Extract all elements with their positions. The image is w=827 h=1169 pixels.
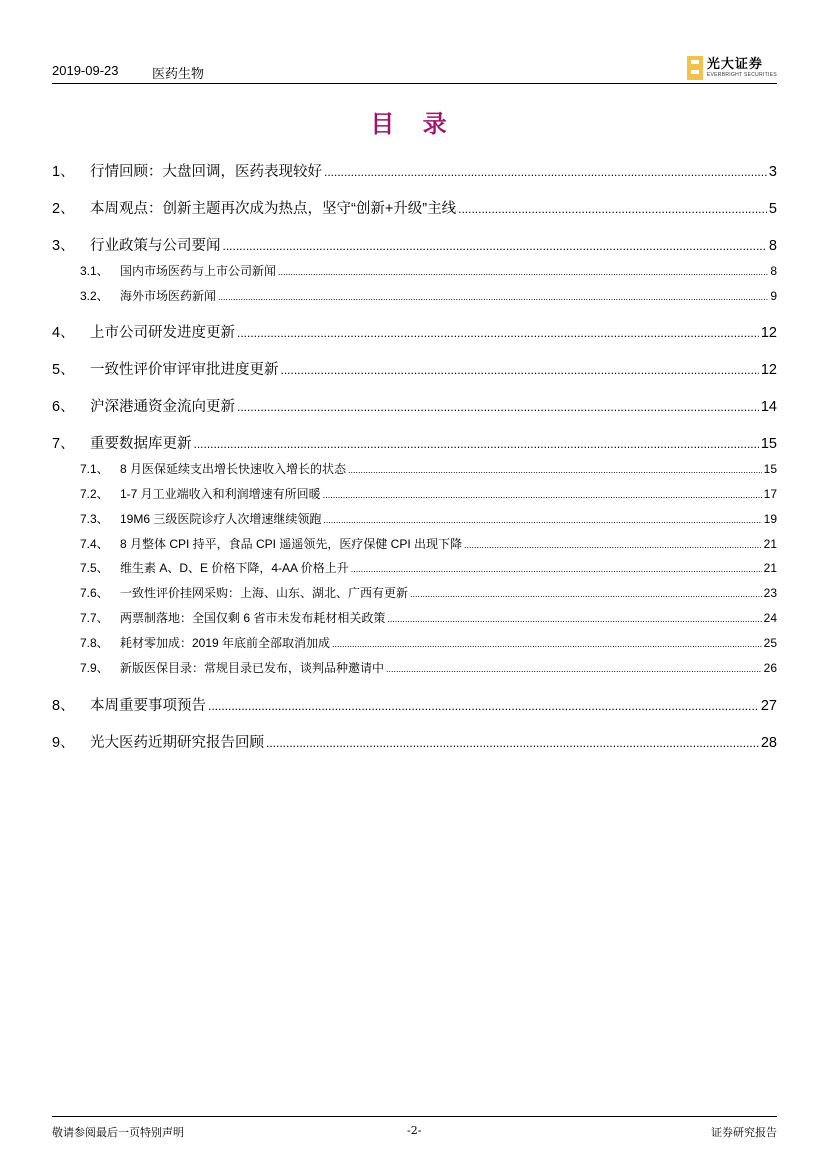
report-sector: 医药生物 — [152, 66, 205, 81]
toc-entry-title: 行情回顾：大盘回调，医药表现较好 — [90, 164, 322, 180]
toc-entry-page: 23 — [763, 586, 777, 600]
toc-entry-number: 7.2、 — [80, 487, 109, 501]
toc-entry-number: 4、 — [52, 325, 75, 341]
toc-entry-page: 17 — [763, 487, 777, 501]
toc-entry-number: 7.8、 — [80, 636, 109, 650]
toc-entry-page: 24 — [763, 611, 777, 625]
toc-dot-leader — [281, 362, 759, 378]
toc-entry[interactable] — [52, 634, 777, 651]
toc-entry-number: 8、 — [52, 698, 75, 714]
toc-dot-leader — [194, 436, 759, 452]
toc-entry-number: 2、 — [52, 201, 75, 217]
toc-entry-title: 行业政策与公司要闻 — [90, 238, 221, 254]
toc-entry[interactable] — [52, 731, 777, 752]
toc-entry[interactable] — [52, 358, 777, 379]
toc-entry-title: 8 月医保延续支出增长快速收入增长的状态 — [120, 462, 347, 476]
toc-entry-title: 上市公司研发进度更新 — [90, 325, 235, 341]
toc-entry-page: 15 — [760, 436, 777, 452]
toc-entry-title: 维生素 A、D、E 价格下降，4-AA 价格上升 — [120, 561, 349, 575]
toc-entry-title: 耗材零加成：2019 年底前全部取消加成 — [120, 636, 331, 650]
toc-entry-title: 两票制落地：全国仅剩 6 省市未发布耗材相关政策 — [120, 611, 386, 625]
toc-entry[interactable] — [52, 395, 777, 416]
toc-entry-page: 15 — [763, 462, 777, 476]
toc-entry[interactable] — [52, 234, 777, 255]
toc-entry-number: 7.6、 — [80, 586, 109, 600]
toc-entry-title: 一致性评价审评审批进度更新 — [90, 362, 279, 378]
toc-dot-leader — [278, 264, 768, 278]
footer-disclaimer: 敬请参阅最后一页特别声明 — [52, 1127, 184, 1139]
toc-entry-number: 5、 — [52, 362, 75, 378]
toc-entry-number: 7.5、 — [80, 561, 109, 575]
toc-dot-leader — [237, 325, 759, 341]
toc-entry[interactable] — [52, 460, 777, 477]
toc-dot-leader — [410, 586, 762, 600]
toc-dot-leader — [237, 399, 759, 415]
toc-entry[interactable] — [52, 262, 777, 279]
toc-entry[interactable] — [52, 321, 777, 342]
toc-entry-number: 3.1、 — [80, 264, 109, 278]
toc-entry[interactable] — [52, 197, 777, 218]
toc-entry[interactable] — [52, 160, 777, 181]
toc-entry-page: 28 — [760, 735, 777, 751]
toc-entry[interactable] — [52, 659, 777, 676]
toc-title: 目 录 — [370, 109, 457, 138]
toc-entry-title: 19M6 三级医院诊疗人次增速继续领跑 — [120, 512, 322, 526]
toc-entry-title: 光大医药近期研究报告回顾 — [90, 735, 264, 751]
toc-entry-title: 一致性评价挂网采购：上海、山东、湖北、广西有更新 — [120, 586, 409, 600]
toc-entry[interactable] — [52, 559, 777, 576]
toc-dot-leader — [223, 238, 767, 254]
toc-entry-number: 7.1、 — [80, 462, 109, 476]
toc-dot-leader — [351, 561, 762, 575]
logo-name-en: EVERBRIGHT SECURITIES — [706, 72, 777, 78]
toc-entry-page: 8 — [770, 264, 777, 278]
toc-dot-leader — [387, 611, 761, 625]
toc-entry-page: 21 — [763, 561, 777, 575]
toc-entry-title: 重要数据库更新 — [90, 436, 192, 452]
logo-name-cn: 光大证券 — [706, 57, 763, 72]
footer-report-type: 证券研究报告 — [711, 1127, 777, 1139]
toc-entry-page: 19 — [763, 512, 777, 526]
toc-entry-number: 7、 — [52, 436, 75, 452]
toc-entry-page: 3 — [768, 164, 777, 180]
toc-entry-number: 7.3、 — [80, 512, 109, 526]
toc-entry-page: 9 — [770, 289, 777, 303]
toc-dot-leader — [266, 735, 759, 751]
toc-entry[interactable] — [52, 609, 777, 626]
toc-entry[interactable] — [52, 432, 777, 453]
toc-entry-page: 26 — [763, 661, 777, 675]
toc-entry-page: 25 — [763, 636, 777, 650]
page-header — [52, 55, 777, 83]
toc-entry-number: 3、 — [52, 238, 75, 254]
toc-entry-number: 6、 — [52, 399, 75, 415]
toc-dot-leader — [458, 201, 767, 217]
toc-dot-leader — [323, 487, 762, 501]
toc-entry-number: 3.2、 — [80, 289, 109, 303]
toc-entry-number: 1、 — [52, 164, 75, 180]
toc-entry-number: 7.7、 — [80, 611, 109, 625]
toc-entry[interactable] — [52, 287, 777, 304]
toc-entry-number: 7.4、 — [80, 537, 109, 551]
toc-entry-title: 海外市场医药新闻 — [120, 289, 217, 303]
toc-entry[interactable] — [52, 694, 777, 715]
toc-entry-number: 9、 — [52, 735, 75, 751]
toc-entry-title: 本周重要事项预告 — [90, 698, 206, 714]
toc-entry[interactable] — [52, 535, 777, 552]
toc-entry-number: 7.9、 — [80, 661, 109, 675]
toc-entry-title: 国内市场医药与上市公司新闻 — [120, 264, 277, 278]
toc-entry-page: 12 — [760, 362, 777, 378]
toc-dot-leader — [332, 636, 762, 650]
footer-divider — [52, 1116, 777, 1117]
toc-entry-page: 21 — [763, 537, 777, 551]
toc-dot-leader — [464, 537, 762, 551]
report-date: 2019-09-23 — [52, 63, 119, 78]
toc-entry-title: 新版医保目录：常规目录已发布，谈判品种邀请中 — [120, 661, 385, 675]
toc-entry-title: 本周观点：创新主题再次成为热点，坚守“创新+升级”主线 — [90, 201, 457, 217]
toc-entry-page: 8 — [768, 238, 777, 254]
toc-entry-title: 1-7 月工业端收入和利润增速有所回暖 — [120, 487, 321, 501]
toc-dot-leader — [218, 289, 768, 303]
toc-entry[interactable] — [52, 485, 777, 502]
toc-dot-leader — [208, 698, 759, 714]
header-divider — [52, 83, 777, 84]
toc-entry[interactable] — [52, 510, 777, 527]
everbright-logo — [687, 55, 777, 81]
toc-dot-leader — [324, 164, 767, 180]
toc-entry-title: 沪深港通资金流向更新 — [90, 399, 235, 415]
page-number: -2- — [407, 1124, 422, 1137]
toc-entry-page: 27 — [760, 698, 777, 714]
logo-mark-icon — [687, 56, 703, 80]
toc-dot-leader — [386, 661, 762, 675]
toc-dot-leader — [323, 512, 761, 526]
toc-entry-page: 14 — [760, 399, 777, 415]
toc-entry-page: 12 — [760, 325, 777, 341]
toc-entry-page: 5 — [768, 201, 777, 217]
toc-entry[interactable] — [52, 584, 777, 601]
toc-entry-title: 8 月整体 CPI 持平，食品 CPI 遥遥领先，医疗保健 CPI 出现下降 — [120, 537, 463, 551]
toc-dot-leader — [348, 462, 762, 476]
